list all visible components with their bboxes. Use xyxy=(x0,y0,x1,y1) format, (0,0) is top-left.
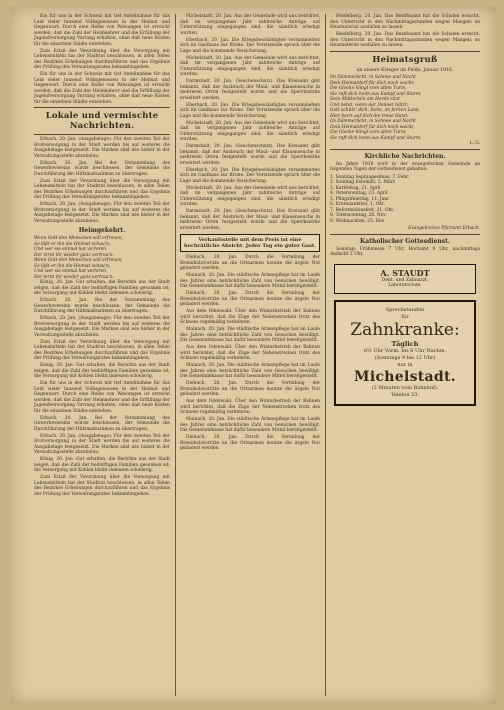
news-item: Mainach, 20. Jan. Die städtische Armenpflege hat im Laufe des Jahres eine beträchtliche Zahl von Gesuchen bewilligt. Die Gemeindekasse hat dafür besondere Mittel bereitgestellt. xyxy=(180,273,320,289)
news-item: Diebuch, 20. Jan. Durch die Verteilung der Brennholzvorräte an die Ortsarmen konnte die ärgste Not gelindert werden. xyxy=(180,381,320,397)
news-item: Heidelberg, 20. Jan. Das Bezirksamt hat die Schulen ersucht, den Unterricht in den Nachmittagsstunden wegen Mangels an Heizmaterial ausfallen zu lassen. xyxy=(330,32,480,48)
poem xyxy=(34,236,170,280)
divider xyxy=(330,149,480,150)
divider xyxy=(330,51,480,52)
event-list xyxy=(330,175,480,225)
column-divider xyxy=(325,14,326,696)
poem-line: Sie ruft dich heim aus Kampf und Sturm. xyxy=(330,135,422,141)
intro-paragraph: Ein für uns in der Schweiz mit tief Anteilnahme für das Leid vieler tausend Volksgenossen in der Heimat und Gegenwart. Durch eine Reihe von Weisungen ist erreicht worden, daß die Zahl der Heimkehrer und die Erfüllung der Jugendversorgung Vorrang erhalten, ohne daß neue Kosten für die einzelnen Städte entstehen. xyxy=(34,14,170,47)
column-middle xyxy=(180,14,320,453)
news-item: Eberbach, 20. Jan. Die Kriegsbeschädigten versammelten sich im Gasthaus zur Krone. Der Vorsitzende sprach über die Lage und die kommende Versicherung. xyxy=(180,37,320,54)
news-item: Aus dem Odenwald. Über den Winterbetrieb der Bahnen wird berichtet, daß die Züge der Nebenstrecken trotz des Schnees regelmäßig verkehren. xyxy=(180,345,320,361)
list-item: 3. Karfreitag, 21. April xyxy=(330,185,381,191)
poem-line: So läßt er ihn die Heimat schau'n; xyxy=(34,263,111,269)
news-item: Aus dem Odenwald. Über den Winterbetrieb der Bahnen wird berichtet, daß die Züge der Nebenstrecken trotz des Schnees regelmäßig verkehren. xyxy=(180,309,320,325)
poem-line: Dein Mütterlein am Herde sitzt xyxy=(330,97,400,102)
list-item: 1. Sonntag Septuagesimae, 7. Febr. xyxy=(330,174,410,180)
list-item: 4. Ostersonntag, 23. April xyxy=(330,191,388,196)
news-item: König, 20. Jan. Gut erhalten, die Berichte aus der Stadt zeigen, daß die Zahl der bedürftigen Familien gesunken ist; die Versorgung mit Kohlen bleibt indessen schwierig. xyxy=(34,457,170,473)
news-item: Erbach, 20. Jan. (Ausgabetage). Für den zweiten Teil der Brotversorgung in der Stadt werden bis auf weiteres die Ausgabetage festgesetzt. Die Marken sind wie bisher in der Verwaltungsstelle abzuholen. xyxy=(34,433,170,455)
divider xyxy=(34,107,170,108)
dentist-ad-large xyxy=(334,300,476,406)
news-item: Zum Erlaß der Verordnung über die Versorgung mit Lebensmitteln hat der Stadtrat beschlossen, in allen Teilen des Bezirkes Erhebungen durchzuführen und das Ergebnis der Prüfung des Verwaltungsrates bekanntzugeben. xyxy=(34,178,170,200)
news-item: Eberbach, 20. Jan. Die Kriegsbeschädigten versammelten sich im Gasthaus zur Krone. Der Vorsitzende sprach über die Lage und die kommende Versicherung. xyxy=(180,167,320,184)
news-item: Erbach, 20. Jan. Bei der Versammlung des Gewerbevereins wurde beschlossen, der Gemeinde die Durchführung der Hilfsmaßnahmen zu übertragen. xyxy=(34,298,170,314)
poem xyxy=(330,75,480,141)
ad-phone: Telefon 23. xyxy=(390,391,420,398)
section-subheadline: Kirchliche Nachrichten. xyxy=(364,152,446,160)
poem-line: Und betet, wenn der Donner blitzt; xyxy=(330,102,409,108)
poem-line: Und wer sie einmal hat verloren, xyxy=(34,247,108,252)
newspaper-page xyxy=(10,6,496,704)
poem-line: Im Dämmerlicht, in Schnee und Nacht xyxy=(330,119,416,124)
news-item: Erbach, 20. Jan. Bei der Versammlung des Gewerbevereins wurde beschlossen, der Gemeinde die Durchführung der Hilfsmaßnahmen zu übertragen. xyxy=(34,415,170,432)
news-item: Darmstadt, 20. Jan. (Seuchenschutz). Das Kreisamt gibt bekannt, daß der Ausbruch der Maul- und Klauenseuche in mehreren Orten festgestellt wurde und die Sperrbezirke erweitert werden. xyxy=(180,144,320,166)
poem-line: Sie ruft dich heim aus Kampf und Sturm. xyxy=(330,91,422,97)
ad-line: Laboratorium. xyxy=(388,283,422,288)
ad-headline: Zahnkranke: xyxy=(350,319,460,340)
list-item: 6. Erntedankfest, 1. Okt. xyxy=(330,202,386,207)
ad-line: nur in xyxy=(397,361,413,368)
divider xyxy=(34,134,170,135)
news-item: Darmstadt, 20. Jan. (Seuchenschutz). Das Kreisamt gibt bekannt, daß der Ausbruch der Maul- und Klauenseuche in mehreren Orten festgestellt wurde und die Sperrbezirke erweitert werden. xyxy=(180,209,320,231)
ad-line: (Sonntags 9 bis 12 Uhr) xyxy=(374,354,436,361)
ad-line: Sprechstunden xyxy=(385,306,425,313)
poem-line: Wenn Gott den Menschen will erfreuen, xyxy=(34,258,123,263)
column-left xyxy=(34,14,170,499)
paragraph: Ein für uns in der Schweiz mit tief Anteilnahme für das Leid vieler tausend Volksgenossen in der Heimat und Gegenwart. Durch eine Reihe von Weisungen ist erreicht worden, daß die Zahl der Heimkehrer und die Erfüllung der Jugendversorgung Vorrang erhalten, ohne daß neue Kosten für die einzelnen Städte entstehen. xyxy=(34,72,170,105)
news-item: Erbach, 20. Jan. Bei der Versammlung des Gewerbevereins wurde beschlossen, der Gemeinde die Durchführung der Hilfsmaßnahmen zu übertragen. xyxy=(34,160,170,177)
list-item: 2. Sonntag Estomihi, 5. März xyxy=(330,180,396,185)
ad-name: A. STAUDT xyxy=(380,267,430,278)
ad-bold: Täglich xyxy=(391,339,419,348)
signature: L. G. xyxy=(469,141,480,146)
paragraph: Sonntag: Frühmesse 7 Uhr, Hochamt 9 Uhr, nachmittags Andacht 2 Uhr. xyxy=(330,246,480,257)
ad-line: 8½ Uhr Vorm. bis 6 Uhr Nachm. xyxy=(363,347,447,354)
poem-line: Der lernt ihr wieder ganz vertrau'n. xyxy=(34,252,114,258)
list-item: 9. Weihnachten, 25. Dez. xyxy=(330,218,386,224)
news-item: Zum Erlaß der Verordnung über die Versorgung mit Lebensmitteln hat der Stadtrat beschlossen, in allen Teilen des Bezirkes Erhebungen durchzuführen und das Ergebnis der Prüfung des Verwaltungsrates bekanntzugeben. xyxy=(34,475,170,497)
news-item: Mainach, 20. Jan. Die städtische Armenpflege hat im Laufe des Jahres eine beträchtliche Zahl von Gesuchen bewilligt. Die Gemeindekasse hat dafür besondere Mittel bereitgestellt. xyxy=(180,327,320,343)
news-item: König, 20. Jan. Gut erhalten, die Berichte aus der Stadt zeigen, daß die Zahl der bedürftigen Familien gesunken ist; die Versorgung mit Kohlen bleibt indessen schwierig. xyxy=(34,280,170,296)
poem-line: Im Dämmerlicht, in Schnee und Nacht xyxy=(330,75,416,80)
news-item: Ein für uns in der Schweiz mit tief Anteilnahme für das Leid vieler tausend Volksgenossen in der Heimat und Gegenwart. Durch eine Reihe von Weisungen ist erreicht worden, daß die Zahl der Heimkehrer und die Erfüllung der Jugendversorgung Vorrang erhalten, ohne daß neue Kosten für die einzelnen Städte entstehen. xyxy=(34,381,170,414)
news-item: Diebuch, 20. Jan. Durch die Verteilung der Brennholzvorräte an die Ortsarmen konnte die ärgste Not gelindert werden. xyxy=(180,291,320,307)
boxed-notice: Verkaufsstelle mit dem Preis ist eine hochrätliche Absicht. Jeder Tag ein guter Gast. xyxy=(180,234,320,252)
column-right xyxy=(330,14,480,406)
news-item: Heidelberg, 20. Jan. Das Bezirksamt hat die Schulen ersucht, den Unterricht in den Nachmittagsstunden wegen Mangels an Heizmaterial ausfallen zu lassen. xyxy=(330,14,480,30)
list-item: 8. Totensonntag, 26. Nov. xyxy=(330,213,387,218)
poem-line: Gott schütz' dich, Sohn, im fernen Land, xyxy=(330,108,421,113)
church-note: Evangelisches Pfarramt Erbach. xyxy=(408,226,480,231)
poem-line: Der lernt ihr wieder ganz vertrau'n. xyxy=(34,274,114,280)
ad-town: Michelstadt. xyxy=(354,368,456,385)
section-subheadline: Katholischer Gottesdienst. xyxy=(359,237,450,245)
news-item: Zum Erlaß der Verordnung über die Versorgung mit Lebensmitteln hat der Stadtrat beschlossen, in allen Teilen des Bezirkes Erhebungen durchzuführen und das Ergebnis der Prüfung des Verwaltungsrates bekanntzugeben. xyxy=(34,339,170,361)
news-item: Mainach, 20. Jan. Die städtische Armenpflege hat im Laufe des Jahres eine beträchtliche Zahl von Gesuchen bewilligt. Die Gemeindekasse hat dafür besondere Mittel bereitgestellt. xyxy=(180,363,320,379)
news-item: Michelstadt, 20. Jan. Aus der Gemeinde wird uns berichtet, daß im vergangenen Jahr zahlreiche Anträge auf Unterstützung eingegangen sind, die sämtlich erledigt wurden. xyxy=(180,55,320,77)
paragraph: Zum Erlaß der Verordnung über die Versorgung mit Lebensmitteln hat der Stadtrat beschlossen, in allen Teilen des Bezirkes Erhebungen durchzuführen und das Ergebnis der Prüfung des Verwaltungsrates bekanntzugeben. xyxy=(34,48,170,70)
news-item: Eberbach, 20. Jan. Die Kriegsbeschädigten versammelten sich im Gasthaus zur Krone. Der Vorsitzende sprach über die Lage und die kommende Versicherung. xyxy=(180,102,320,119)
divider xyxy=(330,234,480,235)
news-item: Michelstadt, 20. Jan. Aus der Gemeinde wird uns berichtet, daß im vergangenen Jahr zahlreiche Anträge auf Unterstützung eingegangen sind, die sämtlich erledigt wurden. xyxy=(180,14,320,36)
news-item: Erbach, 20. Jan. (Ausgabetage). Für den zweiten Teil der Brotversorgung in der Stadt werden bis auf weiteres die Ausgabetage festgesetzt. Die Marken sind wie bisher in der Verwaltungsstelle abzuholen. xyxy=(34,316,170,338)
column-divider xyxy=(175,14,176,696)
poem-line: Die Glocke klingt vom alten Turm, xyxy=(330,86,407,91)
poem-line: So läßt er ihn die Heimat schau'n; xyxy=(34,241,111,247)
ad-line: Dent. und Zahnarzt, xyxy=(381,277,429,283)
poem-line: Hier harrt auf dich die treue Hand. xyxy=(330,113,409,119)
subheading: an unsere Krieger im Felde. Januar 1916. xyxy=(356,67,454,73)
poem-line: Dein Heimatdorf für dich noch wacht; xyxy=(330,124,415,130)
ad-line: (2 Minuten vom Bahnhof). xyxy=(371,384,439,391)
news-item: Mainach, 20. Jan. Die städtische Armenpflege hat im Laufe des Jahres eine beträchtliche Zahl von Gesuchen bewilligt. Die Gemeindekasse hat dafür besondere Mittel bereitgestellt. xyxy=(180,417,320,433)
news-item: Michelstadt, 20. Jan. Aus der Gemeinde wird uns berichtet, daß im vergangenen Jahr zahlreiche Anträge auf Unterstützung eingegangen sind, die sämtlich erledigt wurden. xyxy=(180,120,320,142)
poem-line: Die Glocke klingt vom alten Turm, xyxy=(330,130,407,135)
dentist-ad-small xyxy=(334,264,476,294)
paragraph: Im Jahre 1916 wird in der evangelischen Gemeinde an folgenden Tagen der Gottesdienst gehalten: xyxy=(330,161,480,172)
news-item: Diebuch, 20. Jan. Durch die Verteilung der Brennholzvorräte an die Ortsarmen konnte die ärgste Not gelindert werden. xyxy=(180,255,320,271)
news-item: Aus dem Odenwald. Über den Winterbetrieb der Bahnen wird berichtet, daß die Züge der Nebenstrecken trotz des Schnees regelmäßig verkehren. xyxy=(180,399,320,415)
list-item: 7. Reformationsfest, 31. Okt. xyxy=(330,207,395,213)
poem-line: Wenn Gott den Menschen will erfreuen, xyxy=(34,236,123,241)
section-headline: Heimatsgruß xyxy=(372,54,438,65)
ad-line: für xyxy=(401,313,409,320)
poem-line: Und wer sie einmal hat verloren, xyxy=(34,269,108,274)
news-item: König, 20. Jan. Gut erhalten, die Berichte aus der Stadt zeigen, daß die Zahl der bedürftigen Familien gesunken ist; die Versorgung mit Kohlen bleibt indessen schwierig. xyxy=(34,363,170,379)
section-headline: Lokale und vermischte Nachrichten. xyxy=(45,111,159,131)
news-item: Darmstadt, 20. Jan. (Seuchenschutz). Das Kreisamt gibt bekannt, daß der Ausbruch der Maul- und Klauenseuche in mehreren Orten festgestellt wurde und die Sperrbezirke erweitert werden. xyxy=(180,79,320,101)
list-item: 5. Pfingstfeiertag, 11. Juni xyxy=(330,196,389,202)
news-item: Michelstadt, 20. Jan. Aus der Gemeinde wird uns berichtet, daß im vergangenen Jahr zahlreiche Anträge auf Unterstützung eingegangen sind, die sämtlich erledigt wurden. xyxy=(180,185,320,207)
news-item: Erbach, 20. Jan. (Ausgabetage). Für den zweiten Teil der Brotversorgung in der Stadt werden bis auf weiteres die Ausgabetage festgesetzt. Die Marken sind wie bisher in der Verwaltungsstelle abzuholen. xyxy=(34,202,170,224)
news-item: Erbach, 20. Jan. (Ausgabetage). Für den zweiten Teil der Brotversorgung in der Stadt werden bis auf weiteres die Ausgabetage festgesetzt. Die Marken sind wie bisher in der Verwaltungsstelle abzuholen. xyxy=(34,137,170,159)
poem-title: Heimgekehrt. xyxy=(78,227,126,234)
news-item: Diebuch, 20. Jan. Durch die Verteilung der Brennholzvorräte an die Ortsarmen konnte die ärgste Not gelindert werden. xyxy=(180,435,320,451)
poem-line: Dein Heimatdorf für dich noch wacht; xyxy=(330,80,415,86)
